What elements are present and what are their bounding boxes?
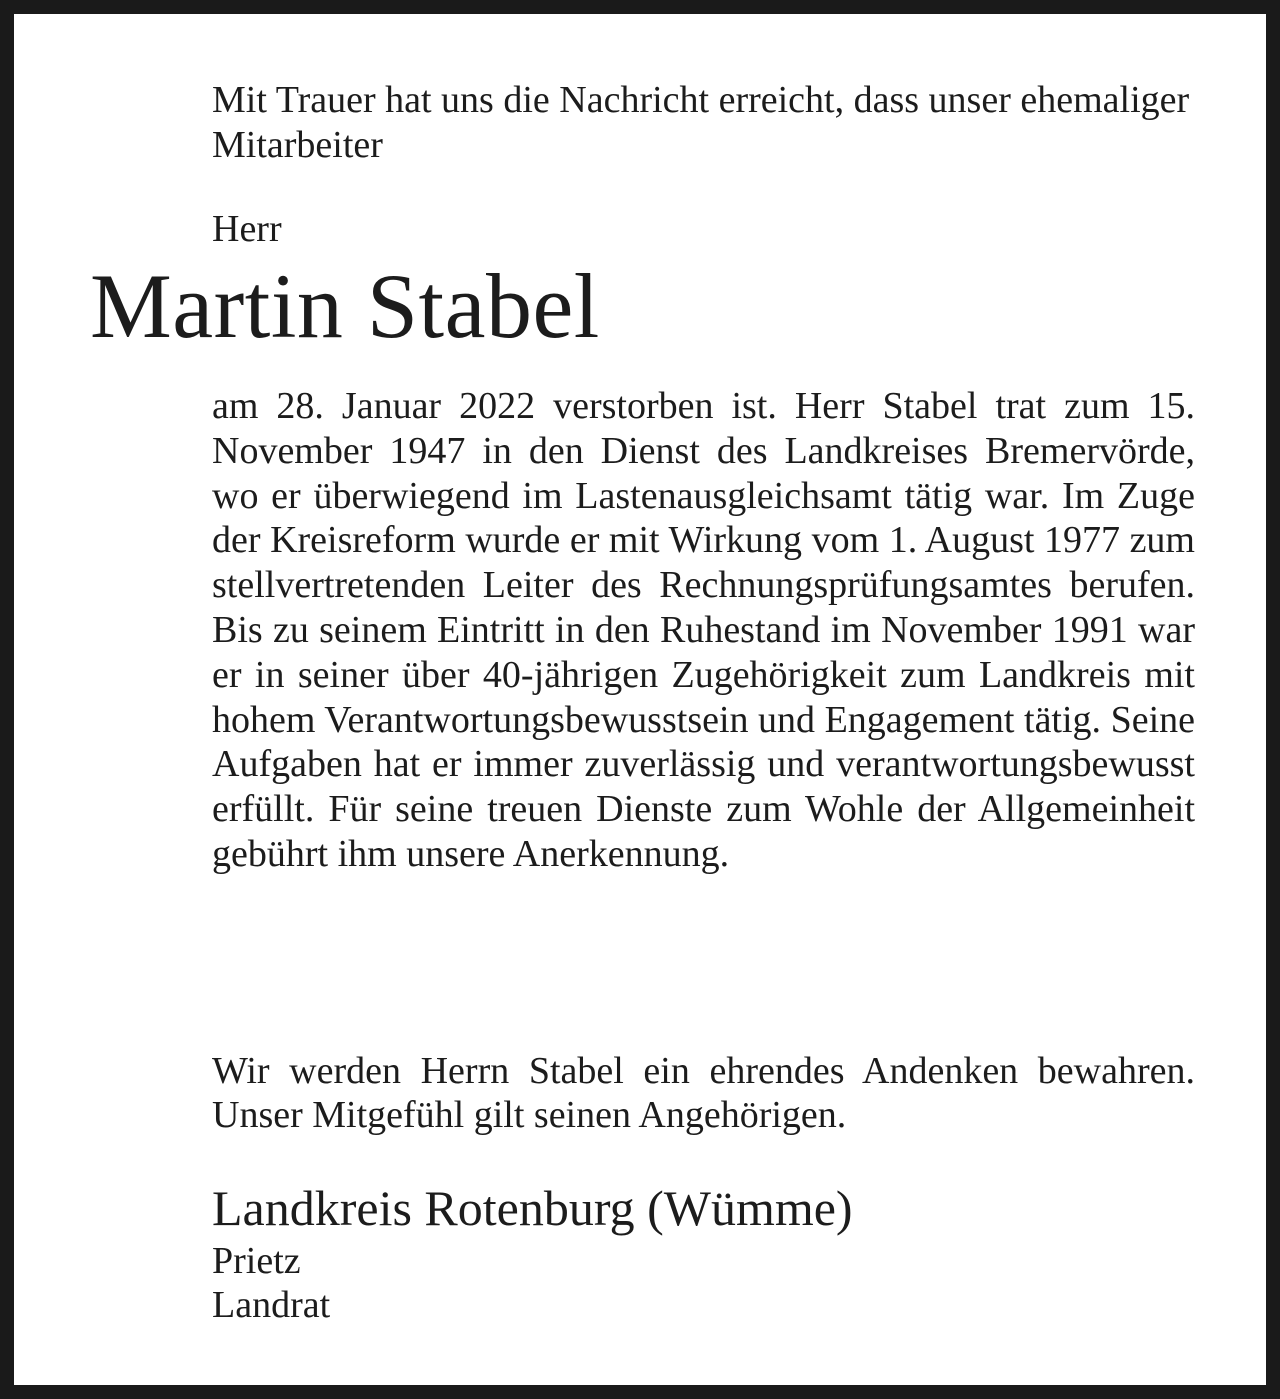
closing-text: Wir werden Herrn Stabel ein ehrendes Andenken bewahren. Unser Mitgefühl gilt seinen Angehörigen. [212,1050,1195,1136]
signature-organization: Landkreis Rotenburg (Wümme) [212,1180,853,1236]
signature-signer: Prietz [212,1240,301,1282]
body-text: am 28. Januar 2022 verstorben ist. Herr Stabel trat zum 15. November 1947 in den Dienst des Landkreises Bremervörde, wo er überwiegend im Lastenausgleichsamt tätig war. Im Zuge der Kreisreform wurde er mit Wirkung vom 1. August 1977 zum stellvertretenden Leiter des Rechnungsprüfungsamtes berufen. Bis zu seinem Eintritt in den Ruhestand im November 1991 war er in seiner über 40-jährigen Zugehörigkeit zum Landkreis mit hohem Verantwortungsbewusstsein und Engagement tätig. Seine Aufgaben hat er immer zuverlässig und verantwortungsbewusst erfüllt. Für seine treuen Dienste zum Wohle der Allgemeinheit gebührt ihm unsere Anerkennung. [212,385,1195,875]
signature-block [212,1177,853,1327]
intro-text: Mit Trauer hat uns die Nachricht erreicht, dass unser ehemaliger Mitarbeiter [212,79,1190,166]
salutation: Herr [212,208,282,250]
deceased-name: Martin Stabel [90,255,600,357]
signature-role: Landrat [212,1284,331,1326]
